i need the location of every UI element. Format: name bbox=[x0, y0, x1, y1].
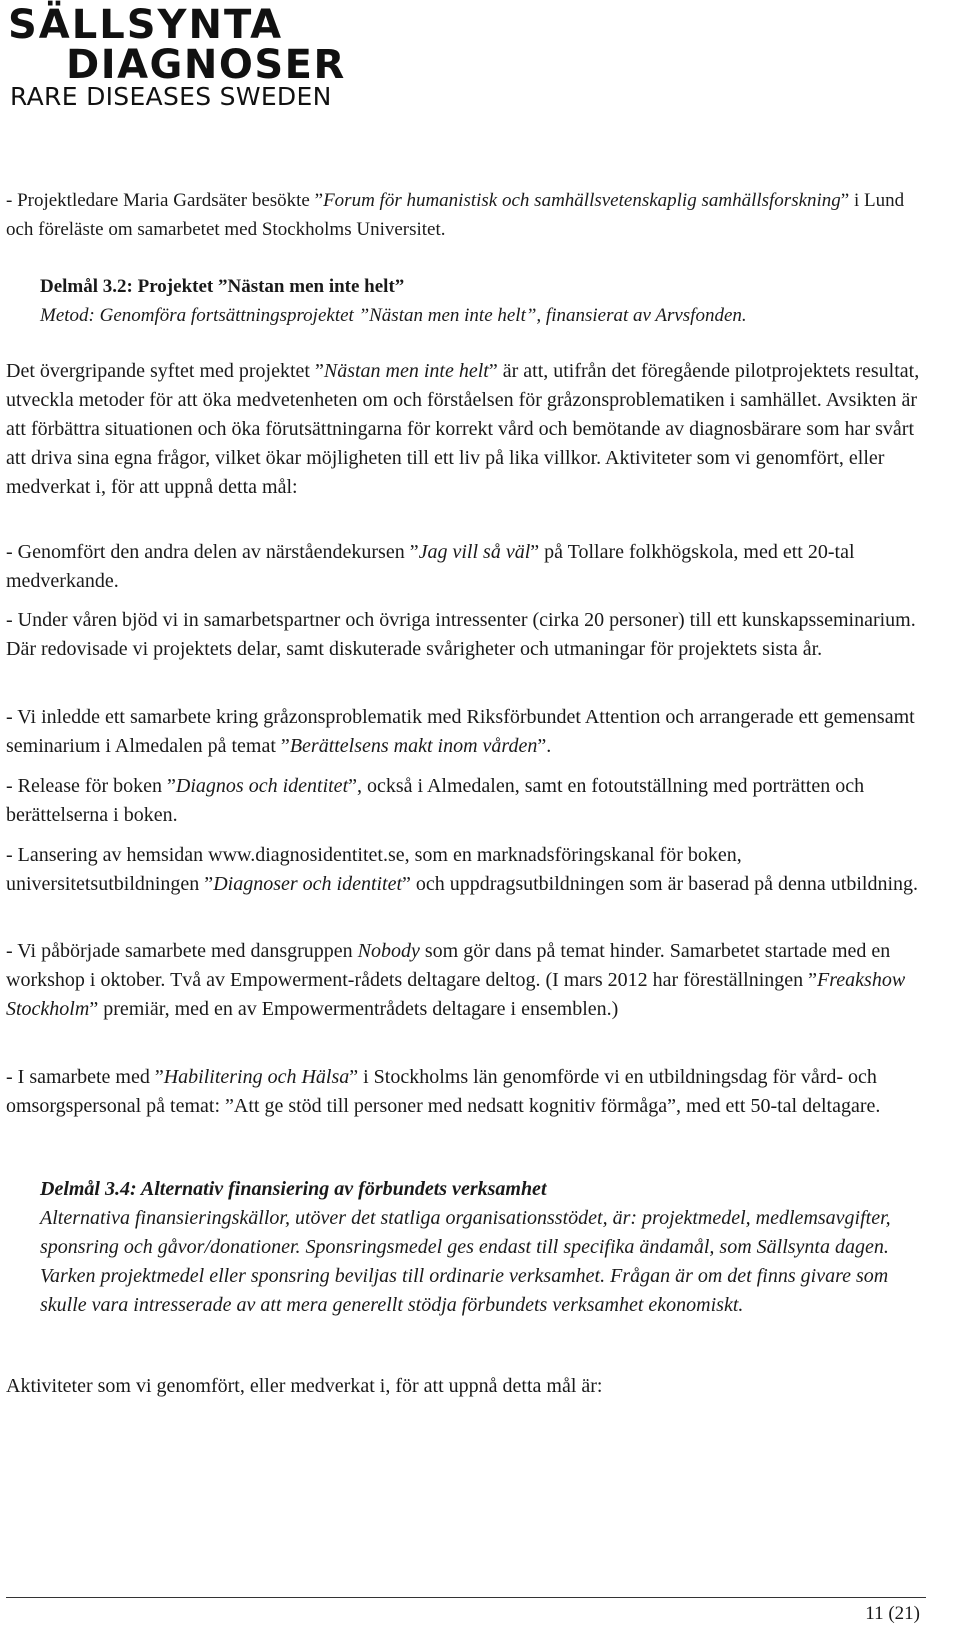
text-span: - Release för boken ” bbox=[6, 775, 176, 797]
goal-3-4-body: Alternativa finansieringskällor, utöver det statliga organisationsstödet, är: projektmedel, medlemsavgifter, sponsring och gåvor/donationer. Sponsringsmedel ges endast till specifika ändamål, som Sällsynta dagen. Varken projektmedel eller sponsring beviljas till ordinarie verksamhet. Frågan är om det finns givare som skulle vara intresserade av att mera generellt stödja förbundets verksamhet ekonomiskt. bbox=[40, 1207, 891, 1316]
italic-span: Berättelsens makt inom vården bbox=[289, 735, 538, 757]
italic-span: Diagnos och identitet bbox=[175, 775, 349, 797]
list-item bbox=[6, 703, 926, 761]
text-span: - Projektledare Maria Gardsäter besökte ” bbox=[6, 190, 324, 211]
italic-span: Freakshow Stockholm bbox=[6, 969, 906, 1020]
text-span: - Lansering av hemsidan www.diagnosidentitet.se, som en marknadsföringskanal för boken, universitetsutbildningen ” bbox=[6, 844, 742, 895]
goal-3-4-section bbox=[40, 1175, 930, 1320]
text-span: - Vi inledde ett samarbete kring gråzonsproblematik med Riksförbundet Attention och arrangerade ett gemensamt seminarium i Almedalen på temat ” bbox=[6, 706, 915, 757]
logo-line-3: RARE DISEASES SWEDEN bbox=[10, 82, 332, 111]
paragraph-project-purpose bbox=[6, 357, 926, 502]
logo-line-2: DIAGNOSER bbox=[66, 42, 346, 88]
text-span: ” i Stockholms län genomförde vi en utbildningsdag för vård- och omsorgspersonal på temat: ”Att ge stöd till personer med nedsatt kognitiv förmåga”, med ett 50-tal deltagare. bbox=[6, 1066, 881, 1117]
paragraph-activities-intro bbox=[6, 1372, 926, 1401]
goal-3-4-heading: Delmål 3.4: Alternativ finansiering av förbundets verksamhet bbox=[40, 1178, 547, 1200]
list-item bbox=[6, 841, 926, 899]
text-span: ”. bbox=[537, 735, 552, 757]
goal-3-2-method: Metod: Genomföra fortsättningsprojektet ”Nästan men inte helt”, finansierat av Arvsfonden. bbox=[40, 305, 747, 326]
text-span: - Under våren bjöd vi in samarbetspartner och övriga intressenter (cirka 20 personer) till ett kunskapsseminarium. Där redovisade vi projektets delar, samt diskuterade svårigheter och utmaningar för projektets sista år. bbox=[6, 609, 916, 660]
text-span: - Genomfört den andra delen av närståendekursen ” bbox=[6, 541, 419, 563]
text-span: Aktiviteter som vi genomfört, eller medverkat i, för att uppnå detta mål är: bbox=[6, 1375, 603, 1397]
list-item bbox=[6, 1063, 926, 1121]
italic-span: Nästan men inte helt bbox=[323, 360, 489, 382]
text-span: - I samarbete med ” bbox=[6, 1066, 164, 1088]
goal-3-2-heading: Delmål 3.2: Projektet ”Nästan men inte helt” bbox=[40, 276, 405, 297]
text-span: - Vi påbörjade samarbete med dansgruppen bbox=[6, 940, 358, 962]
italic-span: Diagnoser och identitet bbox=[213, 873, 403, 895]
organization-logo bbox=[8, 2, 346, 114]
list-item bbox=[6, 937, 926, 1024]
text-span: Det övergripande syftet med projektet ” bbox=[6, 360, 324, 382]
paragraph-forum bbox=[6, 186, 926, 244]
text-span: ” i Lund och föreläste om samarbetet med Stockholms Universitet. bbox=[6, 190, 905, 240]
text-span: ” premiär, med en av Empowermentrådets deltagare i ensemblen.) bbox=[89, 998, 619, 1020]
text-span: som gör dans på temat hinder. Samarbetet startade med en workshop i oktober. Två av Empowerment-rådets deltagare deltog. (I mars 2012 har föreställningen ” bbox=[6, 940, 891, 991]
goal-3-2-section bbox=[40, 272, 930, 330]
italic-span: Forum för humanistisk och samhällsvetenskaplig samhällsforskning bbox=[323, 190, 841, 211]
italic-span: Habilitering och Hälsa bbox=[163, 1066, 350, 1088]
text-span: ” och uppdragsutbildningen som är baserad på denna utbildning. bbox=[402, 873, 919, 895]
italic-span: Jag vill så väl bbox=[418, 541, 531, 563]
logo-line-1: SÄLLSYNTA bbox=[8, 2, 284, 48]
text-span: ”, också i Almedalen, samt en fotoutställning med porträtten och berättelserna i boken. bbox=[6, 775, 865, 826]
list-item bbox=[6, 538, 926, 596]
italic-span: Nobody bbox=[357, 940, 420, 962]
text-span: ” på Tollare folkhögskola, med ett 20-tal medverkande. bbox=[6, 541, 855, 592]
footer-divider bbox=[6, 1597, 926, 1598]
list-item bbox=[6, 772, 926, 830]
text-span: ” är att, utifrån det föregående pilotprojektets resultat, utveckla metoder för att öka medvetenheten om och förståelsen för gråzonsproblematiken i samhället. Avsikten är att förbättra situationen och öka förutsättningarna för korrekt vård och bemötande av diagnosbärare som har svårt att driva sina egna frågor, vilket ökar möjligheten till ett liv på lika villkor. Aktiviteter som vi genomfört, eller medverkat i, för att uppnå detta mål: bbox=[6, 360, 920, 498]
list-item bbox=[6, 606, 926, 664]
page-number: 11 (21) bbox=[865, 1603, 920, 1624]
